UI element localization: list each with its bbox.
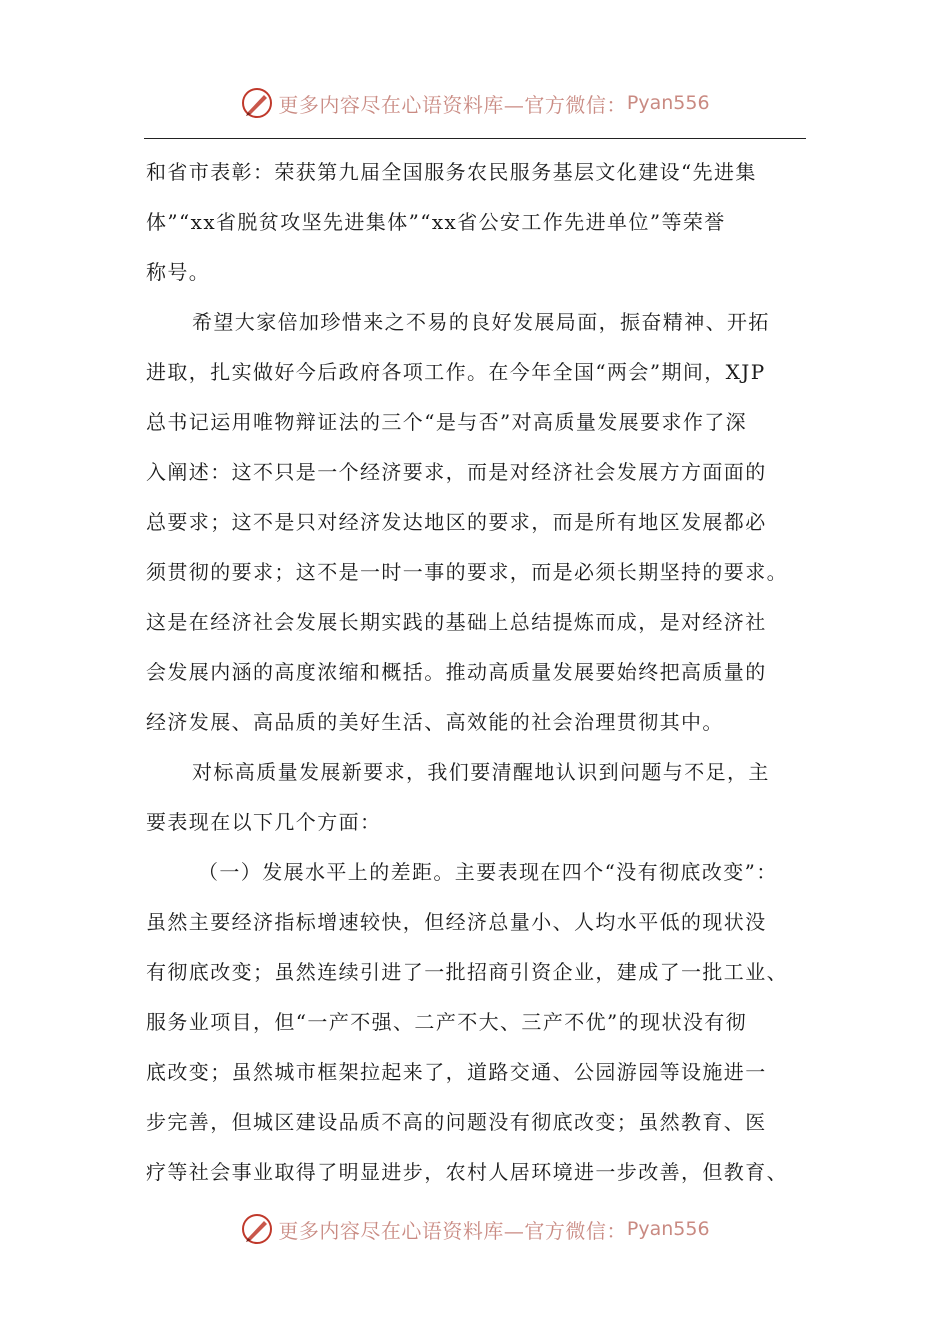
paragraph: 和省市表彰：荣获第九届全国服务农民服务基层文化建设“先进集 体”“xx省脱贫攻坚先进集体”“xx省公安工作先进单位”等荣誉 称号。 xyxy=(146,160,757,284)
document-body xyxy=(146,147,806,1197)
pen-logo-icon xyxy=(240,86,274,120)
paragraph: 希望大家倍加珍惜来之不易的良好发展局面，振奋精神、开拓 进取，扎实做好今后政府各项工作。在今年全国“两会”期间，XJP 总书记运用唯物辩证法的三个“是与否”对高质量发展要求作了深 入阐述：这不只是一个经济要求，而是对经济社会发展方方面面的 总要求；这不是只对经济发达地区的要求，而是所有地区发展都必 须贯彻的要求；这不是一时一事的要求，而是必须长期坚持的要求。 这是在经济社会发展长期实践的基础上总结提炼而成，是对经济社 会发展内涵的高度浓缩和概括。推动高质量发展要始终把高质量的 经济发展、高品质的美好生活、高效能的社会治理贯彻其中。 xyxy=(146,310,788,734)
footer-watermark xyxy=(0,1204,950,1254)
header-watermark xyxy=(0,78,950,128)
watermark-wechat-id: Pyan556 xyxy=(626,92,710,114)
watermark-wechat-id: Pyan556 xyxy=(626,1218,710,1240)
watermark-text: 更多内容尽在心语资料库—官方微信： xyxy=(278,1218,627,1243)
watermark-text: 更多内容尽在心语资料库—官方微信： xyxy=(278,92,627,117)
paragraph: （一）发展水平上的差距。主要表现在四个“没有彻底改变”： 虽然主要经济指标增速较快，但经济总量小、人均水平低的现状没 有彻底改变；虽然连续引进了一批招商引资企业，建成了一批工业、 服务业项目，但“一产不强、二产不大、三产不优”的现状没有彻 底改变；虽然城市框架拉起来了，道路交通、公园游园等设施进一 步完善，但城区建设品质不高的问题没有彻底改变；虽然教育、医 疗等社会事业取得了明显进步，农村人居环境进一步改善，但教育、 xyxy=(146,860,788,1184)
paragraph: 对标高质量发展新要求，我们要清醒地认识到问题与不足，主 要表现在以下几个方面： xyxy=(146,760,770,834)
header-divider xyxy=(144,138,806,139)
pen-logo-icon xyxy=(240,1212,274,1246)
